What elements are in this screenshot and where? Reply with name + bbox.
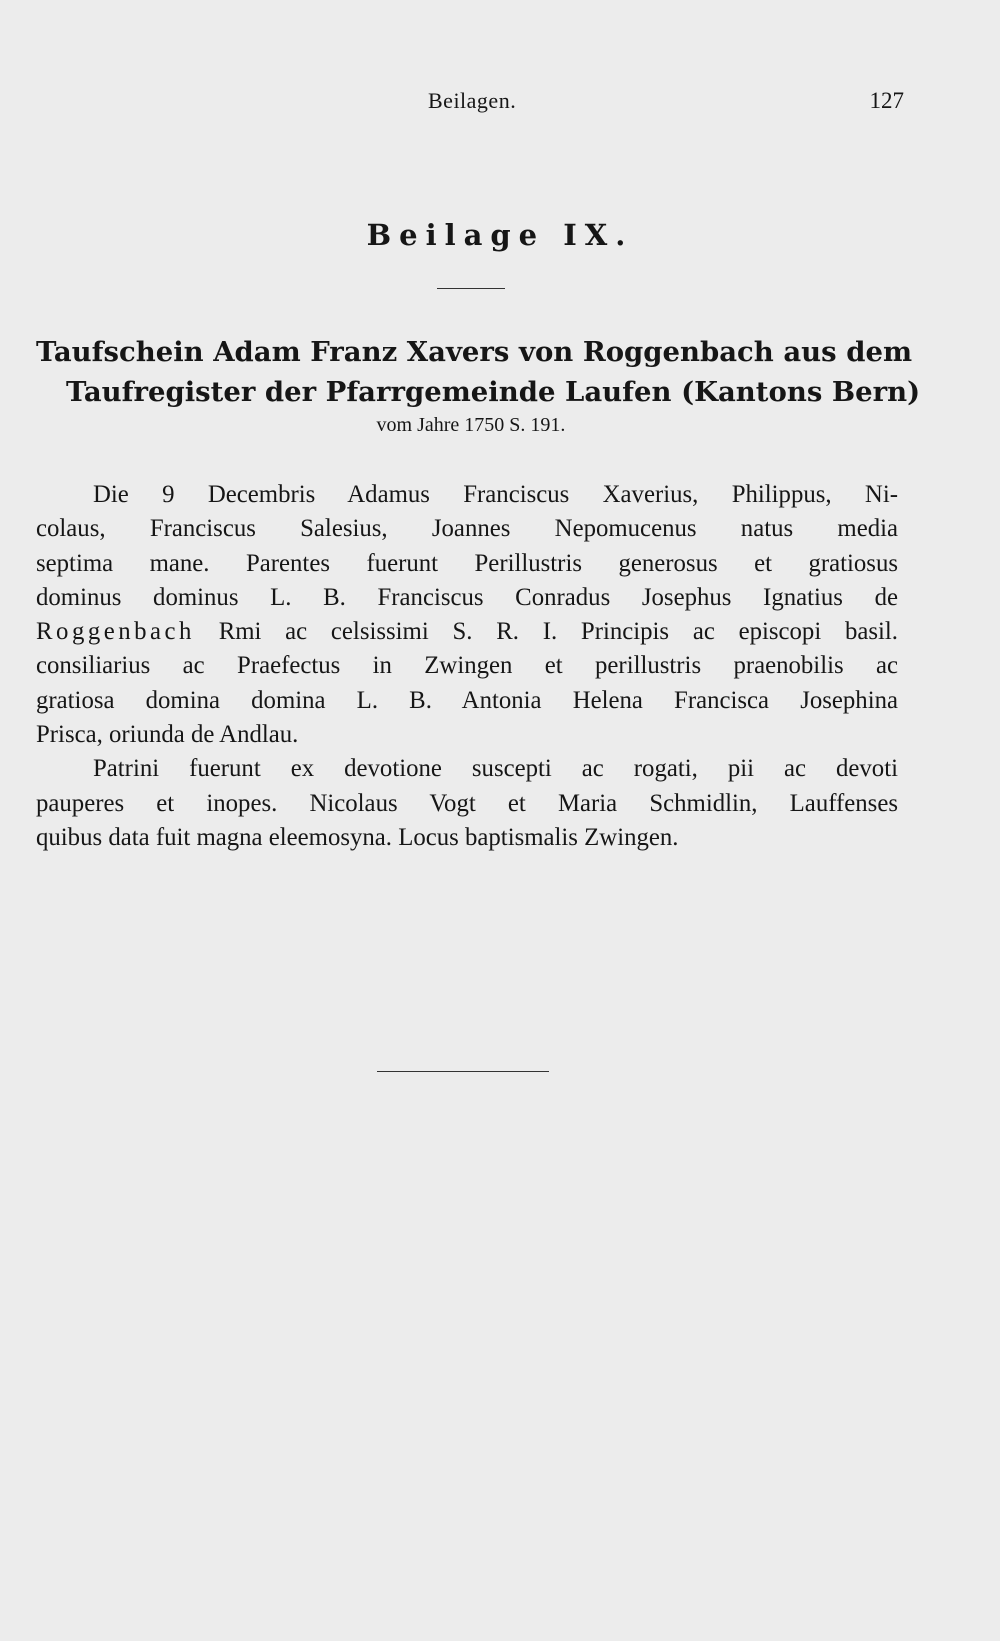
appendix-heading: Beilage IX. [366,218,634,252]
paragraph1-line-rest: Rmi ac celsissimi S. R. I. Principis ac episcopi basil. [218,618,898,646]
paragraph1-line: consiliarius ac Praefectus in Zwingen et perillustris praenobilis ac [36,652,898,680]
paragraph1-line: colaus, Franciscus Salesius, Joannes Nepomucenus natus media [36,515,898,543]
running-header [0,88,1000,120]
paragraph2-line: quibus data fuit magna eleemosyna. Locus baptismalis Zwingen. [36,823,679,851]
paragraph2-line: pauperes et inopes. Nicolaus Vogt et Maria Schmidlin, Lauffenses [36,789,898,817]
page-number: 127 [869,88,904,113]
heading-divider [437,288,505,289]
paragraph1-line: septima mane. Parentes fuerunt Perillustris generosus et gratiosus [36,549,898,577]
title-line-2: Taufregister der Pfarrgemeinde Laufen (Kantons Bern) [66,376,921,408]
closing-divider [377,1071,549,1072]
spaced-name: Roggenbach [36,618,195,646]
body-text [36,478,898,855]
paragraph1-line: dominus dominus L. B. Franciscus Conradus Josephus Ignatius de [36,583,898,611]
paragraph1-line [36,615,898,649]
paragraph1-line: Prisca, oriunda de Andlau. [36,721,299,749]
paragraph1-line: Die 9 Decembris Adamus Franciscus Xaverius, Philippus, Ni- [93,481,898,508]
paragraph1-line: gratiosa domina domina L. B. Antonia Helena Francisca Josephina [36,686,898,714]
running-title: Beilagen. [428,88,517,113]
title-subtitle: vom Jahre 1750 S. 191. [376,414,566,436]
title-line-1: Taufschein Adam Franz Xavers von Roggenbach aus dem [36,336,913,368]
document-title [36,332,921,437]
paragraph2-line: Patrini fuerunt ex devotione suscepti ac rogati, pii ac devoti [93,755,898,783]
